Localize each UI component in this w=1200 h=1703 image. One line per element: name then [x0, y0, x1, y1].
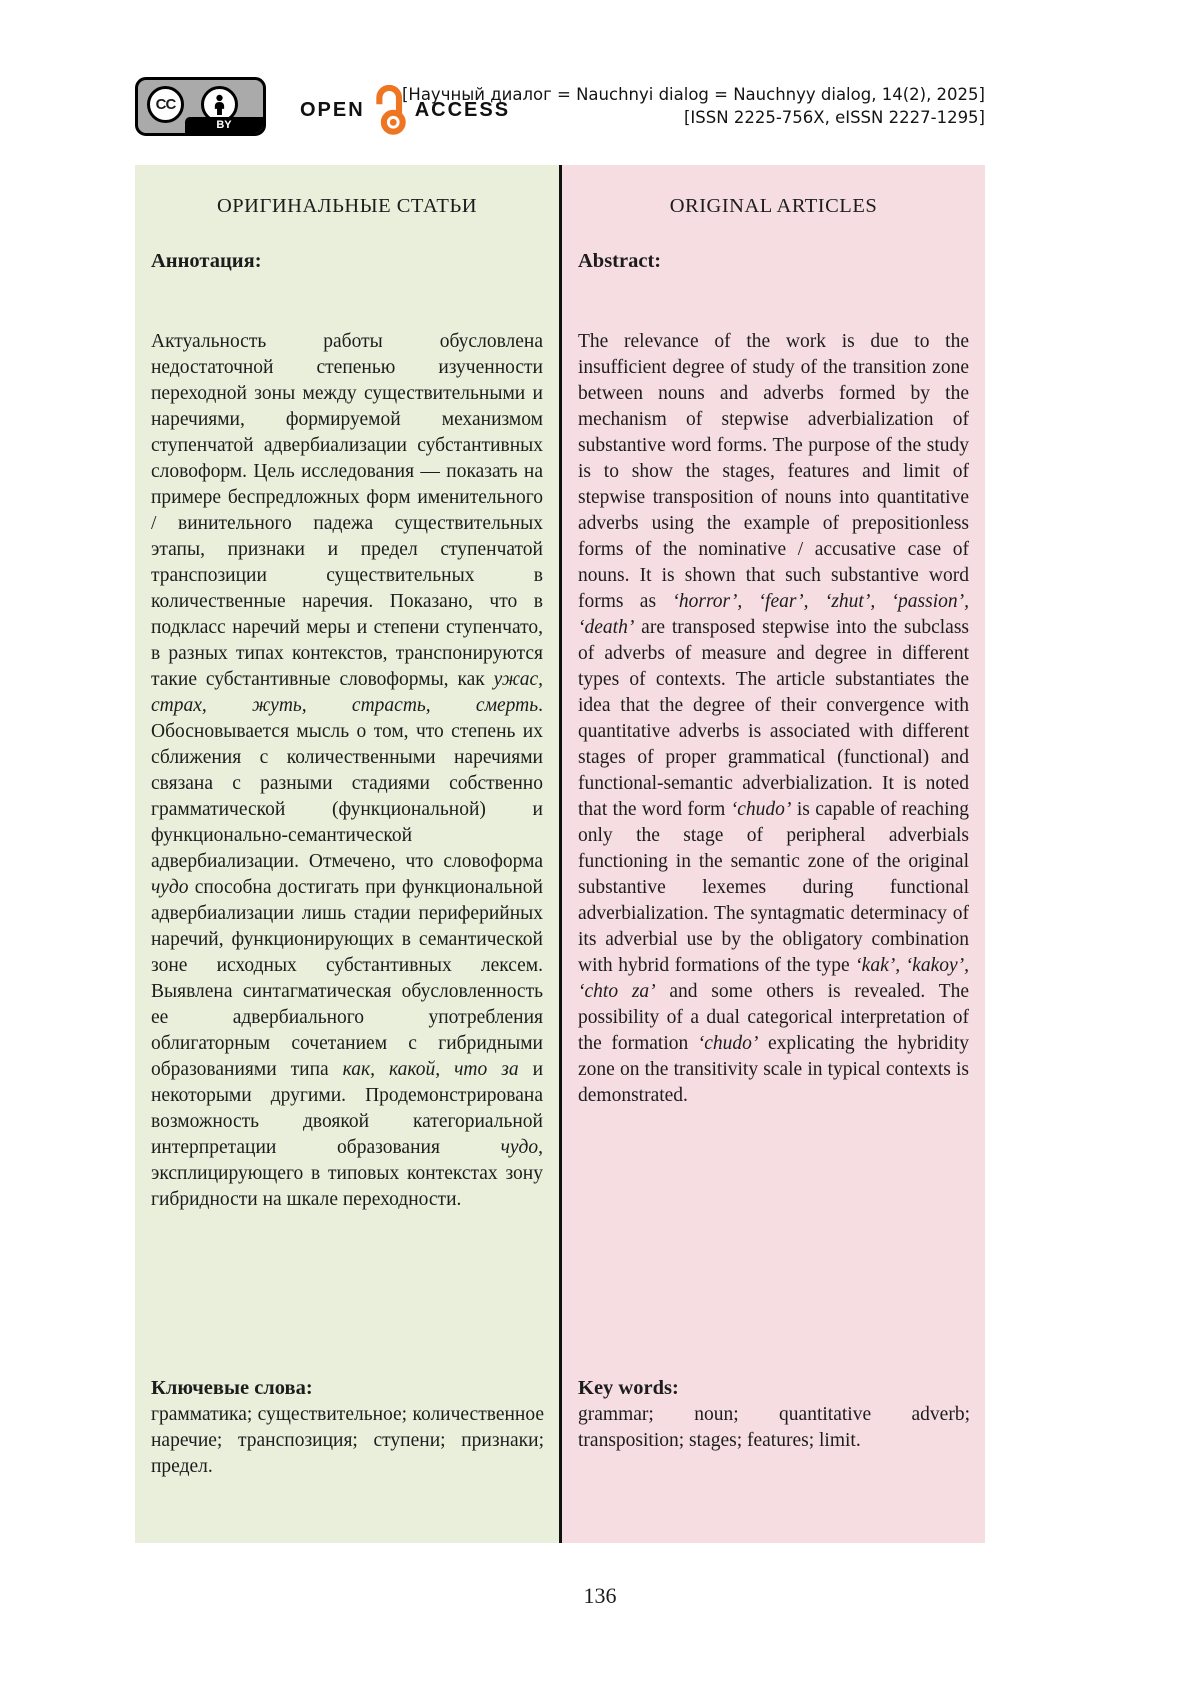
english-column-inner [562, 165, 985, 1543]
by-label: BY [185, 117, 263, 133]
abstract-label-en: Abstract: [578, 250, 662, 272]
keywords-label-ru: Ключевые слова: [151, 1377, 313, 1399]
annotation-label-ru: Аннотация: [151, 250, 262, 272]
keywords-label-en: Key words: [578, 1377, 679, 1399]
russian-column [135, 165, 559, 1543]
citation-line-2: [ISSN 2225-756X, eISSN 2227-1295] [684, 108, 985, 127]
russian-column-inner [135, 165, 559, 1543]
open-access-open-label: OPEN [300, 98, 365, 121]
english-column-title: ORIGINAL ARTICLES [669, 195, 878, 217]
page-number: 136 [583, 1583, 617, 1608]
page-header [135, 74, 985, 146]
keywords-block-ru [151, 1377, 544, 1480]
abstract-text-en: The relevance of the work is due to the insufficient degree of study of the transition zone between nouns and adverbs formed by the mechanism of stepwise adverbialization of substantive word forms. The purpose of the study is to show the stages, features and limit of stepwise transposition of nouns into quantitative adverbs using the example of prepositionless forms of the nominative / accusative case of nouns. It is shown that such substantive word forms as ‘horror’, ‘fear’, ‘zhut’, ‘passion’, ‘death’ are transposed stepwise into the subclass of adverbs of measure and degree in different types of contexts. The article substantiates the idea that the degree of their convergence with quantitative adverbs is associated with different stages of proper grammatical (functional) and functional-semantic adverbialization. It is noted that the word form ‘chudo’ is capable of reaching only the stage of peripheral adverbials functioning in the semantic zone of the original substantive lexemes during functional adverbialization. The syntagmatic determinacy of its adverbial use by the obligatory combination with hybrid formations of the type ‘kak’, ‘kakoy’, ‘chto za’ and some others is revealed. The possibility of a dual categorical interpretation of the formation ‘chudo’ explicating the hybridity zone on the transitivity scale in typical contexts is demonstrated. [578, 331, 969, 1106]
keywords-block-en [578, 1377, 970, 1454]
open-access-access-label: ACCESS [414, 98, 511, 121]
journal-citation [402, 83, 985, 129]
english-column [559, 165, 985, 1543]
citation-line-1: [Научный диалог = Nauchnyi dialog = Nauchnyy dialog, 14(2), 2025] [401, 85, 985, 104]
cc-icon: CC [147, 86, 184, 123]
keywords-text-en: grammar; noun; quantitative adverb; transposition; stages; features; limit. [578, 1404, 970, 1451]
cc-by-license-badge [135, 77, 266, 136]
russian-column-title: ОРИГИНАЛЬНЫЕ СТАТЬИ [216, 195, 478, 217]
abstract-text-ru: Актуальность работы обусловлена недостаточной степенью изученности переходной зоны между существительными и наречиями, формируемой механизмом ступенчатой адвербиализации субстантивных словоформ. Цель исследования — показать на примере беспредложных форм именительного / винительного падежа существительных этапы, признаки и предел ступенчатой транспозиции существительных в количественные наречия. Показано, что в подкласс наречий меры и степени ступенчато, в разных типах контекстов, транспонируются такие субстантивные словоформы, как ужас, страх, жуть, страсть, смерть. Обосновывается мысль о том, что степень их сближения с количественными наречиями связана с разными стадиями собственно грамматической (функциональной) и функционально-семантической адвербиализации. Отмечено, что словоформа чудо способна достигать при функциональной адвербиализации лишь стадии периферийных наречий, функционирующих в семантической зоне исходных субстантивных лексем. Выявлена синтагматическая обусловленность ее адвербиального употребления облигаторным сочетанием с гибридными образованиями типа как, какой, что за и некоторыми другими. Продемонстрирована возможность двоякой категориальной интерпретации образования чудо, эксплицирующего в типовых контекстах зону гибридности на шкале переходности. [151, 331, 544, 1210]
keywords-text-ru: грамматика; существительное; количественное наречие; транспозиция; ступени; признаки; предел. [151, 1404, 544, 1477]
